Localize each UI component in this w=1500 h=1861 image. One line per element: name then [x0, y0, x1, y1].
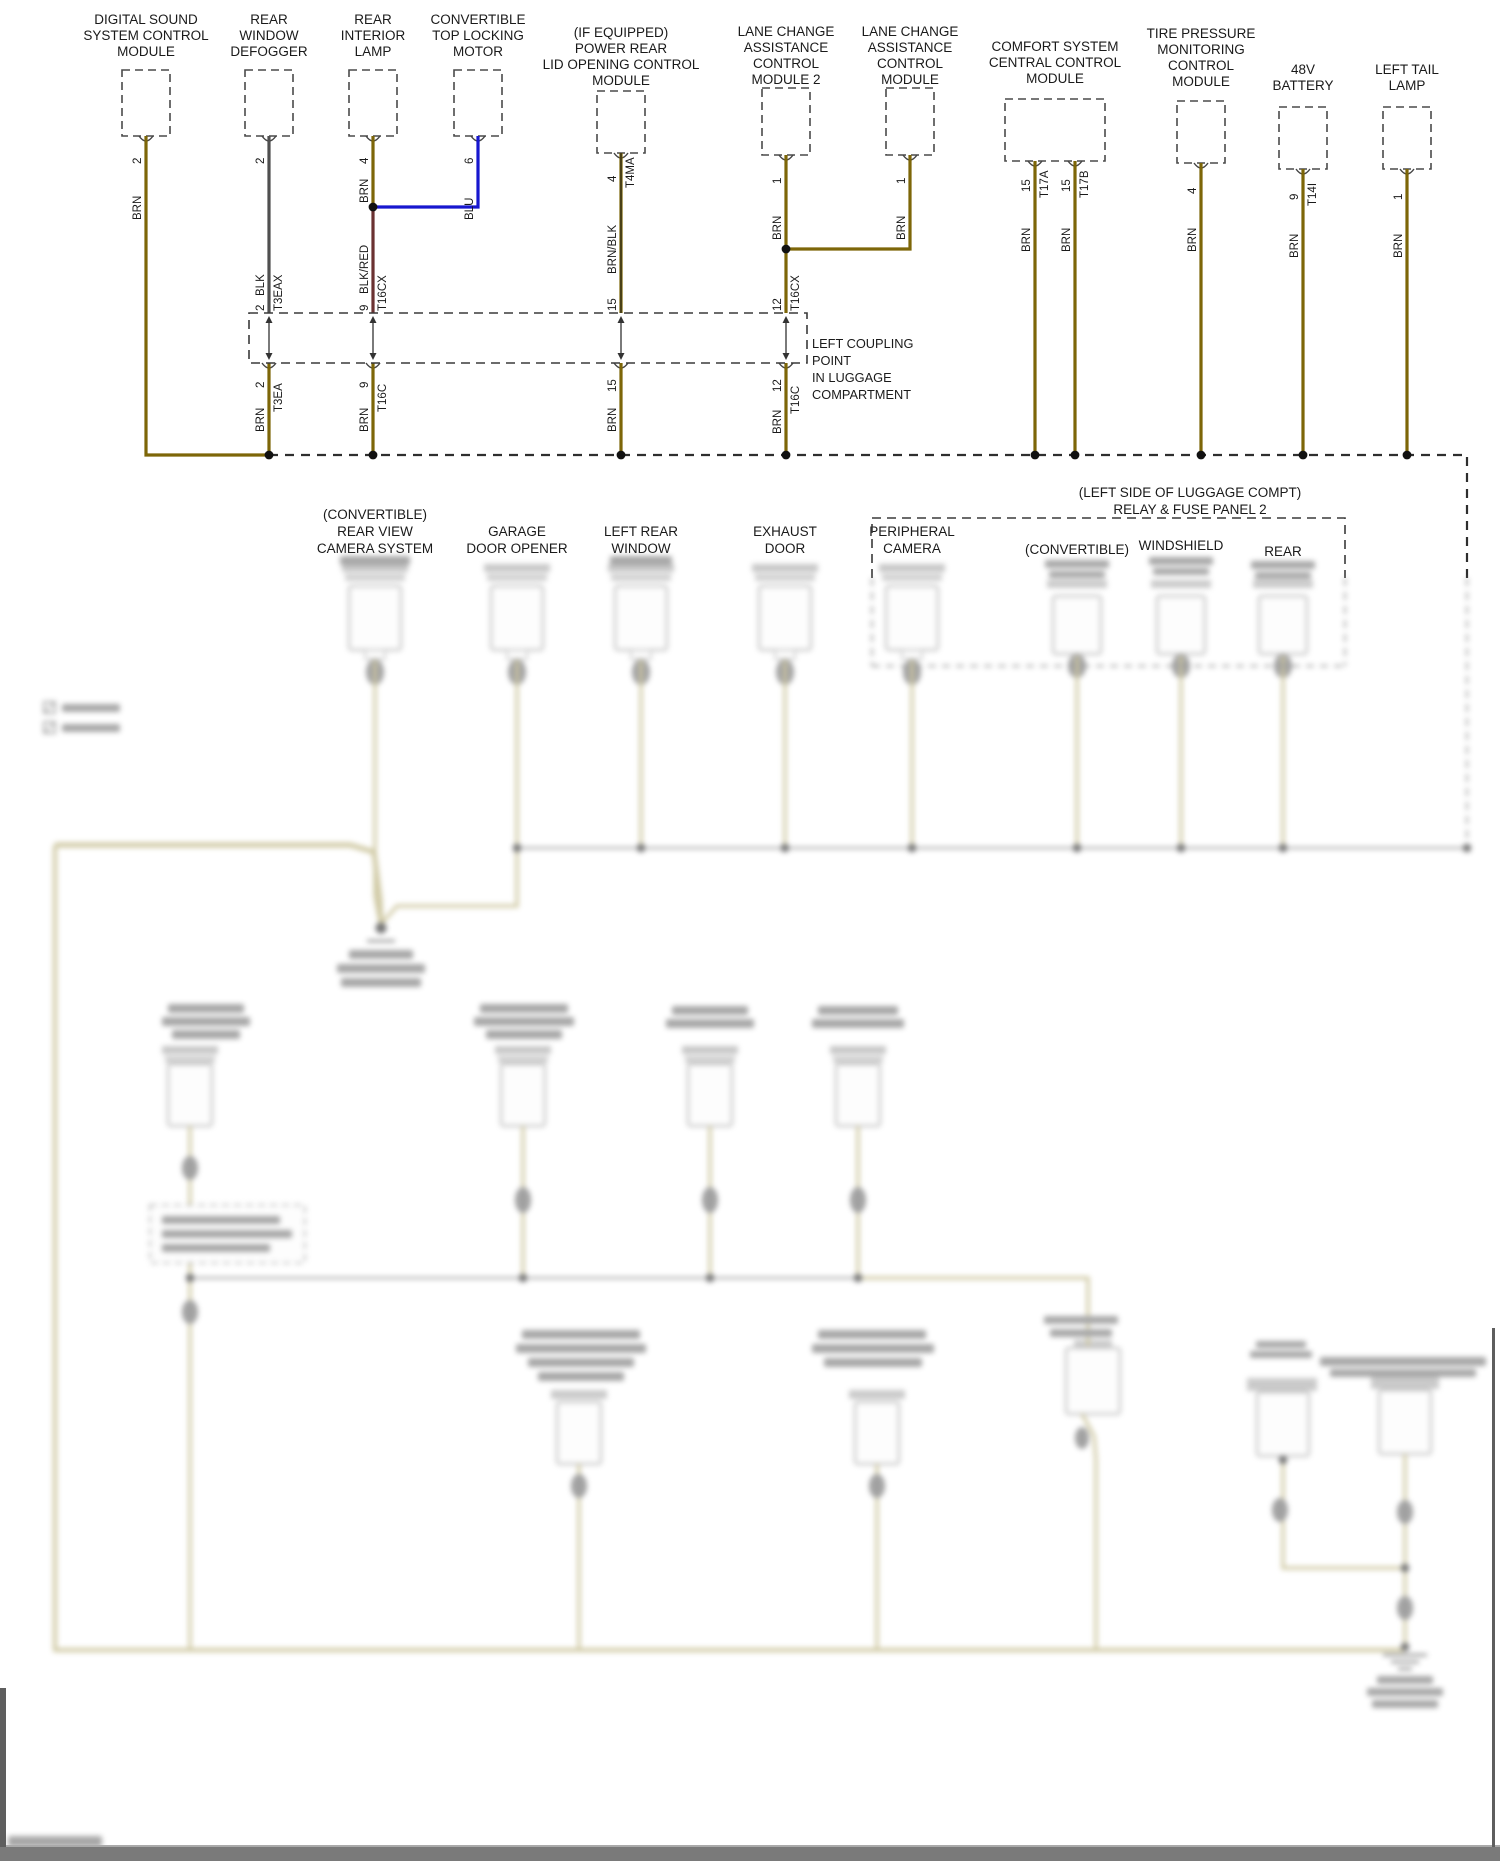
module-label: REAR VIEW — [337, 524, 413, 539]
relay-label: REAR — [1264, 544, 1302, 559]
module-label: MODULE — [117, 44, 175, 59]
wire-label: 9 — [359, 381, 371, 388]
wire-label: BRN — [772, 409, 784, 434]
coupling-label: LEFT COUPLING — [812, 336, 914, 351]
wire-label: BRN — [896, 215, 908, 240]
wire-label: BRN — [607, 407, 619, 432]
wire-label: BRN — [1393, 233, 1405, 258]
module-label: REAR — [250, 12, 288, 27]
wire-label: 2 — [132, 157, 144, 164]
module-label: INTERIOR — [340, 28, 406, 43]
module-label: LANE CHANGE — [861, 24, 959, 39]
wire-label: T17A — [1039, 170, 1051, 198]
wire-label: T17B — [1079, 170, 1091, 198]
wire-label: 2 — [255, 157, 267, 164]
wire-label: BRN — [255, 407, 267, 432]
module-label: CONTROL — [1167, 58, 1235, 73]
module-label: MONITORING — [1157, 42, 1245, 57]
right-border — [1492, 1328, 1495, 1847]
wire-label: 12 — [772, 298, 784, 311]
wire-label: BRN — [132, 195, 144, 220]
wire-label: 15 — [1021, 179, 1033, 192]
wire-label: T16CX — [790, 275, 802, 311]
module-label: LID OPENING CONTROL — [542, 57, 700, 72]
wire-label: BRN/BLK — [607, 224, 619, 274]
module-label: MODULE — [1172, 74, 1230, 89]
left-border — [0, 1688, 6, 1847]
module-label: DOOR — [764, 541, 806, 556]
bottom-bar — [0, 1847, 1500, 1861]
wire-label: 1 — [1393, 193, 1405, 200]
wire-label: T16C — [790, 385, 802, 414]
wire-label: 12 — [772, 379, 784, 392]
wire-label: T4MA — [625, 157, 637, 188]
panel-header: (LEFT SIDE OF LUGGAGE COMPT) — [1078, 485, 1302, 500]
wire-label: T14I — [1307, 182, 1319, 206]
module-label: (CONVERTIBLE) — [322, 507, 428, 522]
wire-label: 4 — [607, 175, 619, 182]
module-label: CONTROL — [876, 56, 944, 71]
module-label: MODULE 2 — [751, 72, 821, 87]
module-label: (IF EQUIPPED) — [573, 25, 669, 40]
module-label: CENTRAL CONTROL — [988, 55, 1122, 70]
module-label: DOOR OPENER — [466, 541, 568, 556]
wire-label: 2 — [255, 304, 267, 311]
wire-label: T3EAX — [273, 274, 285, 311]
module-label: TIRE PRESSURE — [1146, 26, 1256, 41]
wire-label: BRN — [1021, 227, 1033, 252]
coupling-label: COMPARTMENT — [812, 387, 912, 402]
wire-label: T16C — [377, 383, 389, 412]
module-label: CONVERTIBLE — [430, 12, 526, 27]
panel-header: RELAY & FUSE PANEL 2 — [1113, 502, 1267, 517]
wire-label: 6 — [464, 157, 476, 164]
wire-label: BRN — [1061, 227, 1073, 252]
wire-label: 9 — [359, 304, 371, 311]
module-label: WINDOW — [239, 28, 299, 43]
module-label: CONTROL — [752, 56, 820, 71]
module-label: EXHAUST — [753, 524, 817, 539]
wire-label: 2 — [255, 381, 267, 388]
module-label: MODULE — [1026, 71, 1084, 86]
module-label: ASSISTANCE — [867, 40, 953, 55]
module-label: LAMP — [354, 44, 392, 59]
bottom-bar-edge — [0, 1845, 1500, 1847]
module-label: BATTERY — [1272, 78, 1334, 93]
module-label: PERIPHERAL — [869, 524, 955, 539]
module-label: LAMP — [1388, 78, 1426, 93]
module-label: CAMERA SYSTEM — [316, 541, 434, 556]
wire-label: 15 — [1061, 179, 1073, 192]
module-label: POWER REAR — [574, 41, 668, 56]
relay-label: WINDSHIELD — [1138, 538, 1224, 553]
module-label: COMFORT SYSTEM — [991, 39, 1119, 54]
coupling-label: IN LUGGAGE — [812, 370, 892, 385]
module-label: LANE CHANGE — [737, 24, 835, 39]
module-label: MODULE — [881, 72, 939, 87]
module-label: TOP LOCKING — [432, 28, 524, 43]
wire-label: BRN — [1187, 227, 1199, 252]
relay-label: (CONVERTIBLE) — [1024, 542, 1130, 557]
module-label: 48V — [1290, 62, 1316, 77]
wire-label: BRN — [772, 215, 784, 240]
wire-label: BLK — [255, 274, 267, 296]
module-label: WINDOW — [611, 541, 671, 556]
module-label: LEFT REAR — [603, 524, 679, 539]
wire-label: 15 — [607, 298, 619, 311]
wire-label: 4 — [359, 157, 371, 164]
module-label: CAMERA — [883, 541, 941, 556]
module-label: LEFT TAIL — [1375, 62, 1439, 77]
wire-label: BLK/RED — [359, 244, 371, 294]
module-label: SYSTEM CONTROL — [83, 28, 209, 43]
wire-label: 15 — [607, 379, 619, 392]
module-label: DIGITAL SOUND — [94, 12, 198, 27]
module-label: MODULE — [592, 73, 650, 88]
wire-label: BLU — [464, 197, 476, 220]
wire-label: 4 — [1187, 187, 1199, 194]
wire-label: 1 — [772, 177, 784, 184]
module-label: GARAGE — [488, 524, 546, 539]
wire-label: T16CX — [377, 275, 389, 311]
module-label: DEFOGGER — [230, 44, 308, 59]
wire-label: 9 — [1289, 193, 1301, 200]
wire-label: 1 — [896, 177, 908, 184]
coupling-label: POINT — [812, 353, 852, 368]
wire-label: BRN — [359, 407, 371, 432]
wire-label: BRN — [359, 178, 371, 203]
wire-label: BRN — [1289, 233, 1301, 258]
module-label: REAR — [354, 12, 392, 27]
module-label: MOTOR — [453, 44, 503, 59]
wire-label: T3EA — [273, 383, 285, 412]
module-label: ASSISTANCE — [743, 40, 829, 55]
